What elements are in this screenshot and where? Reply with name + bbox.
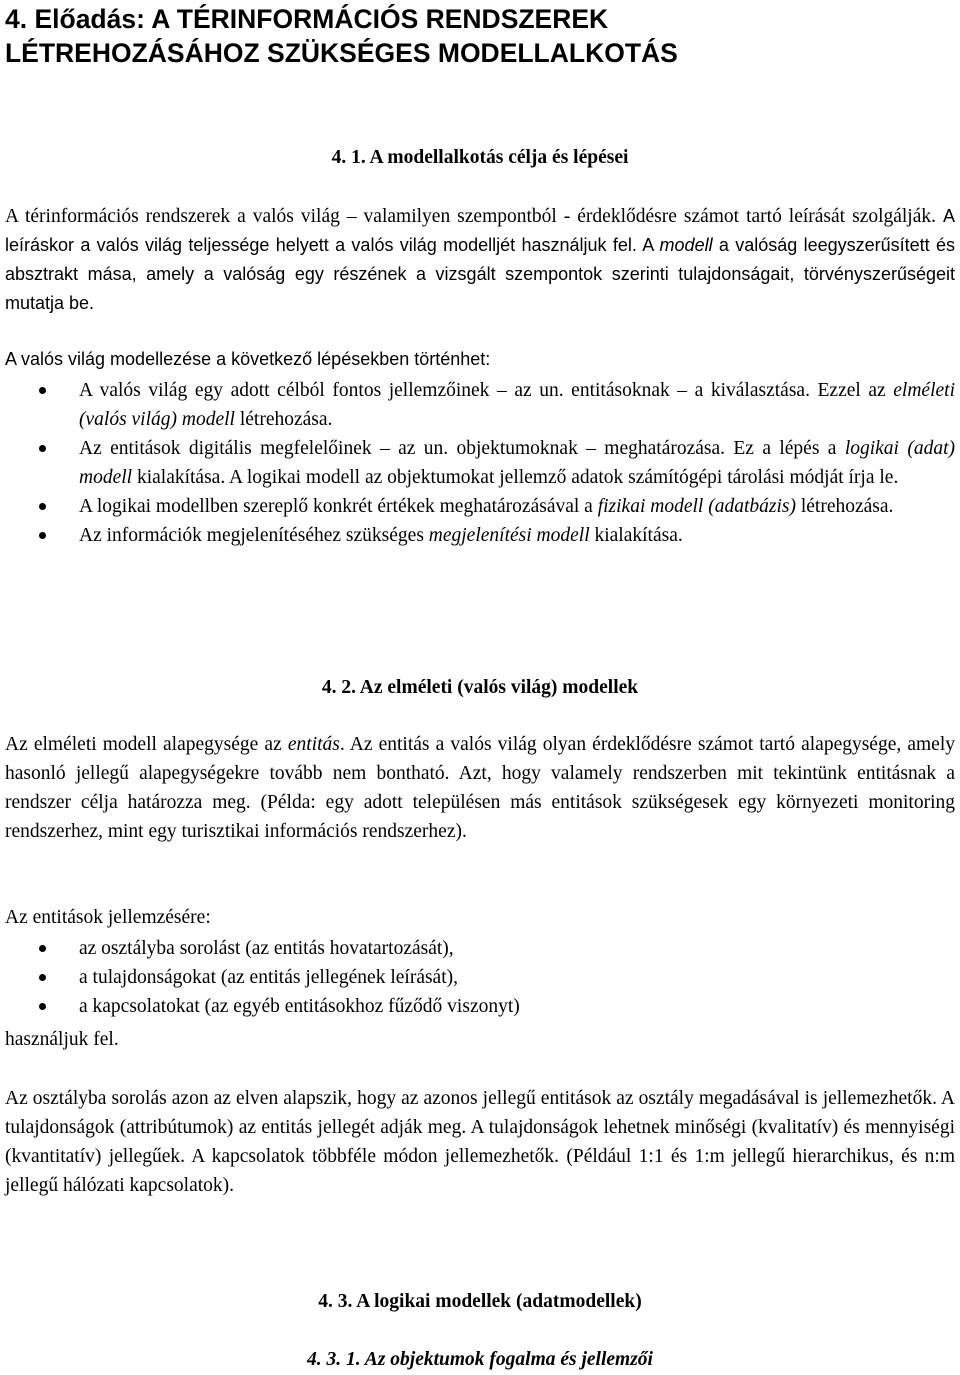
bullet-icon: [39, 445, 46, 452]
list-item: Az információk megjelenítéséhez szükséges megjelenítési modell kialakítása.: [5, 521, 955, 550]
list-item: A valós világ egy adott célból fontos jellemzőinek – az un. entitásoknak – a kiválasztása. Ezzel az elméleti (valós világ) modell létrehozása.: [5, 376, 955, 434]
section-4-1-intro: A valós világ modellezése a következő lépésekben történhet:: [5, 349, 491, 369]
paragraph-segment: a valóság leegyszerűsített és absztrakt mása, amely a valóság egy részének a vizsgált szempontok szerinti tulajdonságait, törvényszerűségeit mutatja be.: [5, 235, 955, 313]
paragraph-segment: A leíráskor a valós világ teljessége helyett a valós világ modelljét használjuk fel. A: [5, 206, 955, 255]
term-entitas: entitás: [287, 734, 340, 755]
list-item: A logikai modellben szereplő konkrét értékek meghatározásával a fizikai modell (adatbázis) létrehozása.: [5, 492, 955, 521]
section-4-1-paragraph: [5, 202, 955, 318]
paragraph-segment: A térinformációs rendszerek a valós világ – valamilyen szempontból - érdeklődésre számot tartó leírását szolgálják.: [5, 206, 943, 227]
list-item: a kapcsolatokat (az egyéb entitásokhoz fűződő viszonyt): [5, 992, 955, 1021]
bullet-icon: [39, 945, 46, 952]
bullet-icon: [39, 503, 46, 510]
list-item: a tulajdonságokat (az entitás jellegének leírását),: [5, 963, 955, 992]
list-item: Az entitások digitális megfelelőinek – az un. objektumoknak – meghatározása. Ez a lépés a logikai (adat) modell kialakítása. A logikai modell az objektumokat jellemző adatok számítógépi tárolási módját írja le.: [5, 434, 955, 492]
page-title: [5, 2, 678, 70]
page-title-line-2: LÉTREHOZÁSÁHOZ SZÜKSÉGES MODELLALKOTÁS: [5, 38, 678, 68]
section-4-2-intro: Az entitások jellemzésére:: [5, 907, 211, 928]
page-title-line-1: 4. Előadás: A TÉRINFORMÁCIÓS RENDSZEREK: [5, 4, 609, 34]
section-4-2-paragraph-1: Az elméleti modell alapegysége az entitás. Az entitás a valós világ olyan érdeklődésre számot tartó alapegysége, amely hasonló jellegű alapegységekre tovább nem bontható. Azt, hogy valamely rendszerben mit tekintünk entitásnak a rendszer célja határozza meg. (Példa: egy adott településen más entitások szükségesek egy környezeti monitoring rendszerhez, mint egy turisztikai információs rendszerhez).: [5, 734, 955, 842]
term-modell: modell: [659, 235, 713, 255]
section-4-2-after-list: használjuk fel.: [5, 1029, 119, 1050]
bullet-icon: [39, 387, 46, 394]
modelling-steps-list: [5, 376, 955, 550]
list-item: az osztályba sorolást (az entitás hovatartozását),: [5, 934, 955, 963]
section-4-2-paragraph-2: Az osztályba sorolás azon az elven alapszik, hogy az azonos jellegű entitások az osztály megadásával is jellemezhetők. A tulajdonságok (attribútumok) az entitás jellegét adják meg. A tulajdonságok lehetnek minőségi (kvalitatív) és mennyiségi (kvantitatív) jellegűek. A kapcsolatok többféle módon jellemezhetők. (Például 1:1 és 1:m jellegű hierarchikus, és n:m jellegű hálózati kapcsolatok).: [5, 1088, 955, 1196]
bullet-icon: [39, 974, 46, 981]
bullet-icon: [39, 1003, 46, 1010]
emphasis-term: megjelenítési modell: [428, 525, 590, 546]
emphasis-term: fizikai modell (adatbázis): [597, 496, 796, 517]
entity-characteristics-list: [5, 934, 955, 1021]
emphasis-term: elméleti (valós világ) modell: [79, 380, 955, 430]
bullet-icon: [39, 532, 46, 539]
emphasis-term: logikai (adat) modell: [79, 438, 955, 488]
section-4-3-heading: 4. 3. A logikai modellek (adatmodellek): [318, 1291, 642, 1312]
section-4-1-heading: 4. 1. A modellalkotás célja és lépései: [331, 147, 629, 168]
section-4-3-1-heading: 4. 3. 1. Az objektumok fogalma és jellemzői: [307, 1349, 653, 1370]
section-4-2-heading: 4. 2. Az elméleti (valós világ) modellek: [321, 677, 639, 698]
